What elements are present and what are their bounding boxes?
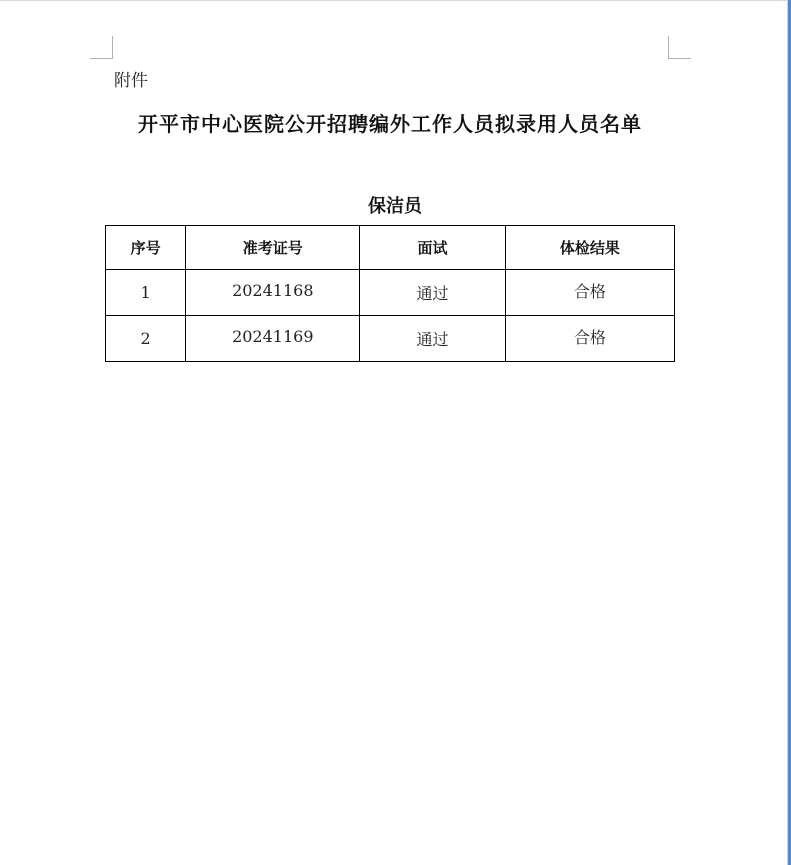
cell-text: 合格 bbox=[573, 328, 606, 347]
page-top-border bbox=[0, 0, 791, 1]
section-title: 保洁员 bbox=[368, 196, 422, 217]
document-title: 开平市中心医院公开招聘编外工作人员拟录用人员名单 bbox=[138, 112, 642, 136]
table-row bbox=[106, 270, 675, 316]
cell-exam-ticket-number bbox=[186, 316, 360, 362]
hiring-roster-table bbox=[105, 225, 675, 362]
header-interview: 面试 bbox=[360, 226, 505, 270]
header-serial-number: 序号 bbox=[106, 226, 186, 270]
crop-mark-top-left bbox=[90, 36, 113, 59]
cell-text: 通过 bbox=[416, 330, 449, 349]
cell-interview bbox=[360, 270, 505, 316]
cell-interview bbox=[360, 316, 505, 362]
crop-mark-top-right bbox=[668, 36, 691, 59]
cell-exam-ticket-number bbox=[186, 270, 360, 316]
cell-serial-number bbox=[106, 316, 186, 362]
cell-text: 20241168 bbox=[232, 281, 314, 300]
cell-text: 合格 bbox=[573, 282, 606, 301]
cell-medical-result bbox=[505, 270, 674, 316]
cell-text: 通过 bbox=[416, 284, 449, 303]
cell-medical-result bbox=[505, 316, 674, 362]
cell-serial-number bbox=[106, 270, 186, 316]
cell-text: 20241169 bbox=[232, 327, 314, 346]
header-medical-result: 体检结果 bbox=[505, 226, 674, 270]
header-exam-ticket-number: 准考证号 bbox=[186, 226, 360, 270]
table-row bbox=[106, 316, 675, 362]
cell-text: 1 bbox=[140, 283, 151, 302]
table-header-row bbox=[106, 226, 675, 270]
attachment-label: 附件 bbox=[114, 71, 148, 91]
cell-text: 2 bbox=[140, 329, 151, 348]
